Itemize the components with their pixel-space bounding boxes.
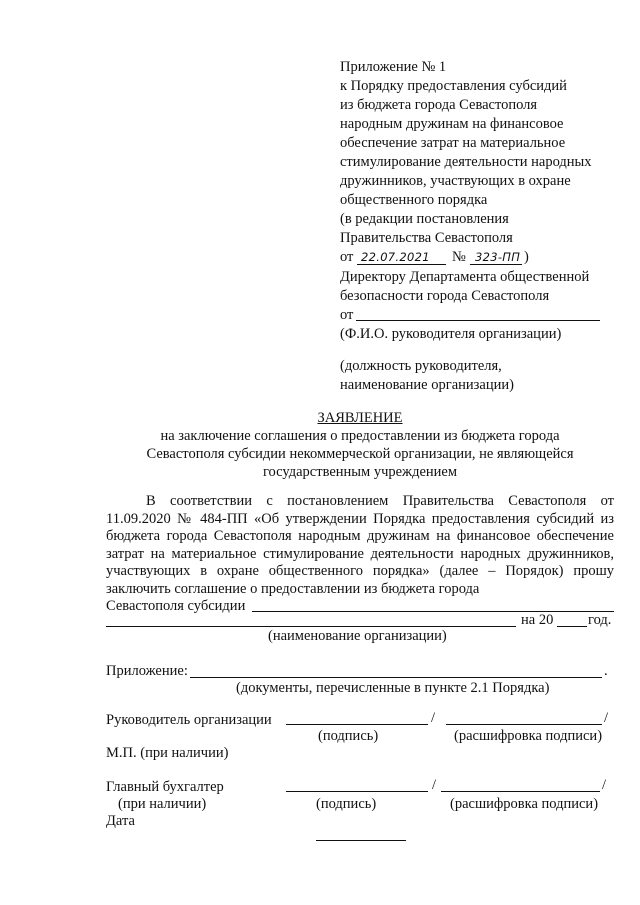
title-sub: государственным учреждением	[262, 464, 458, 480]
attachment-caption: (документы, перечисленные в пункте 2.1 Порядка)	[236, 680, 550, 696]
attachment-line	[190, 677, 602, 678]
addressee-caption: (Ф.И.О. руководителя организации)	[340, 326, 562, 342]
appendix-line: к Порядку предоставления субсидий	[340, 78, 567, 94]
body-paragraph-block	[106, 493, 614, 598]
appendix-date-line	[357, 264, 446, 265]
slash: /	[431, 710, 436, 726]
title-sub: Севастополя субсидии некоммерческой организации, не являющейся	[146, 446, 574, 462]
appendix-line: дружинников, участвующих в охране	[340, 173, 571, 189]
appendix-line: Приложение № 1	[340, 59, 447, 75]
decoding-caption: (расшифровка подписи)	[454, 728, 603, 744]
decoding-caption: (расшифровка подписи)	[450, 796, 599, 812]
signature-caption: (подпись)	[316, 796, 377, 812]
head-decoding-line	[446, 724, 602, 725]
slash: /	[604, 710, 609, 726]
attachment-label: Приложение:	[106, 663, 188, 679]
year-suffix: год.	[588, 612, 612, 628]
slash: /	[432, 777, 437, 793]
addressee-line: безопасности города Севастополя	[340, 288, 550, 304]
title-sub: на заключение соглашения о предоставлении из бюджета города	[160, 428, 560, 444]
stamp-label: М.П. (при наличии)	[106, 745, 229, 761]
body-paragraph: В соответствии с постановлением Правительства Севастополя от 11.09.2020 № 484-ПП «Об утверждении Порядка предоставления субсидий из бюджета города Севастополя народным дружинам на финансовое обеспечение затрат на материальное стимулирование деятельности народных дружинников, участвующих в охране общественного порядка» (далее – Порядок) прошу заключить соглашение о предоставлении из бюджета города	[106, 493, 614, 597]
date-label: Дата	[106, 813, 135, 829]
appendix-number: 323-ПП	[475, 250, 521, 264]
appendix-date: 22.07.2021	[361, 250, 430, 264]
year-prefix: на 20	[521, 612, 554, 628]
title-main: ЗАЯВЛЕНИЕ	[317, 410, 403, 426]
appendix-line: общественного порядка	[340, 192, 488, 208]
accountant-decoding-line	[441, 791, 600, 792]
addressee-from-line	[356, 320, 600, 321]
body-fill-line	[252, 611, 614, 612]
attachment-dot: .	[604, 663, 608, 679]
accountant-label: Главный бухгалтер	[106, 779, 224, 795]
appendix-line: обеспечение затрат на материальное	[340, 135, 566, 151]
head-label: Руководитель организации	[106, 712, 272, 728]
appendix-number-label: №	[452, 249, 466, 265]
accountant-signature-line	[286, 791, 428, 792]
addressee-line: Директору Департамента общественной	[340, 269, 590, 285]
appendix-close-paren: )	[524, 249, 529, 265]
addressee-caption: наименование организации)	[340, 377, 514, 393]
slash: /	[602, 777, 607, 793]
addressee-caption: (должность руководителя,	[340, 358, 502, 374]
appendix-line: стимулирование деятельности народных	[340, 154, 592, 170]
year-blank-line	[557, 626, 587, 627]
appendix-line: (в редакции постановления	[340, 211, 509, 227]
appendix-from-label: от	[340, 249, 354, 265]
appendix-line: из бюджета города Севастополя	[340, 97, 538, 113]
org-caption: (наименование организации)	[268, 628, 447, 644]
addressee-from-label: от	[340, 307, 354, 323]
date-line	[316, 840, 406, 841]
appendix-line: народным дружинам на финансовое	[340, 116, 564, 132]
accountant-sub: (при наличии)	[118, 796, 207, 812]
appendix-line: Правительства Севастополя	[340, 230, 513, 246]
head-signature-line	[286, 724, 428, 725]
appendix-number-line	[470, 264, 522, 265]
signature-caption: (подпись)	[318, 728, 379, 744]
body-last-line: Севастополя субсидии	[106, 598, 246, 614]
